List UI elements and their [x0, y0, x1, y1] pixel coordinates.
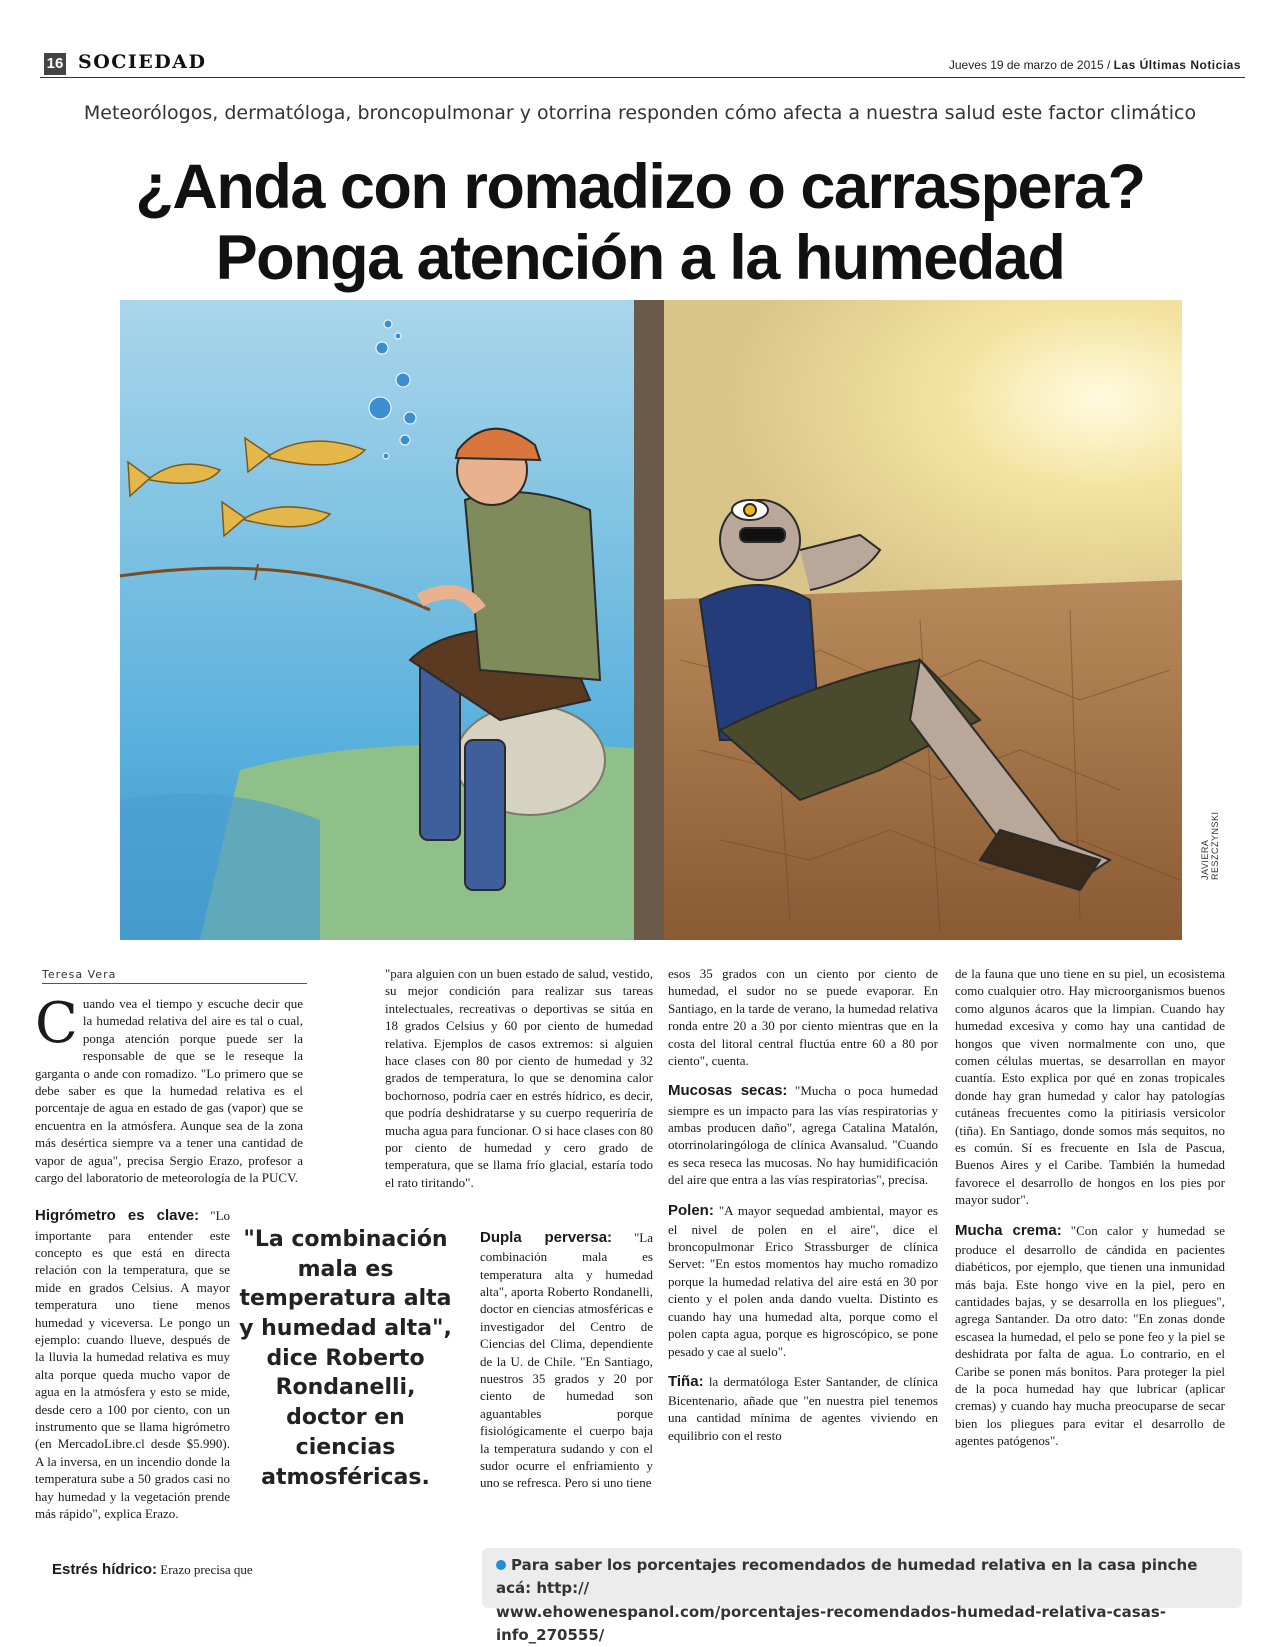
page-header: [40, 50, 1245, 78]
date: Jueves 19 de marzo de 2015 /: [948, 58, 1111, 72]
dupla-text: "La combinación mala es temperatura alta y humedad alta", aporta Roberto Rondanelli, doctor en ciencias atmosféricas e investigador del Centro de Ciencias del Clima, dependiente de la U. de Chile. "En Santiago, nuestros 35 grados y 20 por ciento de humedad son aguantables porque fisiológicamente el cuerpo baja la temperatura sudando y con el sudor ocurre el enfriamiento y uno se refresca. Pero si uno tiene: [480, 1230, 653, 1491]
headline-line-2: Ponga atención a la humedad: [215, 223, 1065, 294]
paragraph-mucosas: [668, 1081, 938, 1188]
paragraph-tina: [668, 1372, 938, 1444]
byline: Teresa Vera: [42, 968, 307, 984]
desert-sky: [640, 300, 1182, 630]
article-column-2: [385, 965, 653, 1203]
article-column-1-end: [52, 1560, 312, 1592]
paragraph-crema: [955, 1221, 1225, 1450]
article-headline: [0, 152, 1280, 294]
crema-text: "Con calor y humedad se produce el desarrollo de cándida en pacientes diabéticos, por ejemplo, que tienen una inmunidad más baja. Este hongo vive en la piel, pero en cantidades bajas, y se desarrolla en los pliegues", agrega Santander. Da otro dato: "En zonas donde escasea la humedad, el pelo se pone feo y la piel se deshidrata por falta de agua. Lo contrario, en el Caribe se ponen más bonitos. Para proteger la piel de la poca humedad hay que lubricar (aplicar cremas) y cuando hay mucha preocuparse de secar bien los pliegues para evitar el desarrollo de agentes patógenos".: [955, 1222, 1225, 1449]
pull-quote: "La combinación mala es temperatura alta y humedad alta", dice Roberto Rondanelli, doctor en ciencias atmosféricas.: [239, 1227, 452, 1490]
mucosas-text: "Mucha o poca humedad siempre es un impacto para las vías respiratorias y ambas producen daño", agrega Catalina Matalón, otorrinolaringóloga de clínica Avansalud. "Cuando es seca reseca las mucosas. No hay humidificación del aire que entra a las vías respiratorias", precisa.: [668, 1083, 938, 1188]
water-bottom: [120, 793, 320, 940]
bullet-icon: [496, 1560, 506, 1570]
illustration-credit: JAVIERA RESZCZYNSKI: [1200, 811, 1220, 880]
subhead-dupla: Dupla perversa:: [480, 1229, 613, 1246]
article-illustration: [120, 300, 1182, 940]
higrometro-text: "Lo importante para entender este concepto es que está en directa relación con la temperatura, que se mide en grados Celsius. A mayor temperatura uno tiene menos humedad y viceversa. Le pongo un ejemplo: cuando llueve, después de la lluvia la humedad relativa es muy alta porque queda mucho vapor de agua en la atmósfera y esto se mide, desde cero a 100 por ciento, con un instrumento que se llama higrómetro (en MercadoLibre.cl desde $5.990). A la inversa, en un incendio donde la temperatura sube a 50 grados casi no hay humedad y la vegetación prende más rápido", explica Erazo.: [35, 1208, 231, 1522]
subhead-tina: Tiña:: [668, 1372, 704, 1390]
paragraph-intro: [35, 991, 303, 1186]
section-title: SOCIEDAD: [78, 51, 207, 73]
article-column-3: [668, 965, 938, 1456]
subhead-crema: Mucha crema:: [955, 1221, 1062, 1239]
estres-text: Erazo precisa que: [157, 1562, 253, 1577]
paragraph-estres: [52, 1560, 312, 1580]
dateline: [949, 58, 1241, 72]
subhead-estres: Estrés hídrico:: [52, 1561, 158, 1578]
article-column-4: [955, 965, 1225, 1462]
subhead-mucosas: Mucosas secas:: [668, 1082, 788, 1100]
subhead-higrometro: Higrómetro es clave:: [35, 1207, 200, 1225]
link-url[interactable]: www.ehowenespanol.com/porcentajes-recomendados-humedad-relativa-casas-info_270555/: [496, 1602, 1166, 1644]
subhead-polen: Polen:: [668, 1201, 714, 1219]
illustration-svg: [120, 300, 1182, 940]
headline-line-1: ¿Anda con romadizo o carraspera?: [135, 152, 1145, 222]
intro-text: uando vea el tiempo y escuche decir que la humedad relativa del aire es tal o cual, ponga atención porque puede ser la responsable de que se le reseque la garganta o ande con romadizo. "Lo primero que se debe saber es que la humedad relativa es el porcentaje de agua en estado de gas (vapor) que se encuentra en la atmósfera. Aunque sea de la zona más desértica siempre va a tener una cantidad de vapor de agua", precisa Sergio Erazo, profesor a cargo del laboratorio de meteorología de la PUCV.: [35, 996, 303, 1186]
paragraph-higrometro: [35, 1206, 230, 1522]
article-column-2-lower: [480, 1228, 653, 1504]
link-box-text: Para saber los porcentajes recomendados de humedad relativa en la casa pinche acá: http://: [496, 1556, 1198, 1598]
newspaper-name: Las Últimas Noticias: [1113, 58, 1241, 72]
drop-cap: C: [35, 991, 78, 1056]
polen-text: "A mayor sequedad ambiental, mayor es el nivel de polen en el aire", dice el broncopulmonar Erico Strassburger de clínica Servet: "En estos momentos hay mucho romadizo porque la humedad relativa del aire está en 30 por ciento y el polen anda dando vuelta. Distinto es cuando hay una humedad alta, porque como el polen capta agua, porque es higroscópico, se pone pesado y cae al suelo".: [668, 1202, 938, 1359]
paragraph-polen: [668, 1201, 938, 1360]
article-subtitle: Meteorólogos, dermatóloga, broncopulmonar y otorrina responden cómo afecta a nuestra salud este factor climático: [83, 102, 1197, 124]
paragraph-dupla: [480, 1228, 653, 1492]
link-box[interactable]: [482, 1548, 1242, 1644]
paragraph-santiago: esos 35 grados con un ciento por ciento de humedad, el sudor no se puede evaporar. En Santiago, en la tarde de verano, la humedad relativa ronda entre 20 a 30 por ciento mientras que en la costa del litoral central fluctúa entre 60 a 80 por ciento", cuenta.: [668, 966, 938, 1069]
dividing-wall: [634, 300, 664, 940]
paragraph-fauna: de la fauna que uno tiene en su piel, un ecosistema como cualquier otro. Hay microorganismos buenos como algunos ácaros que la limpian. Cuando hay humedad excesiva y como hay una cantidad de hongos que viven normalmente con uno, que comen células muertas, se desarrollan en mayor cuantía. Esto explica por qué en zonas tropicales donde hay gran humedad y calor hay patologías cutáneas frecuentes como la pitiriasis versicolor (tiña). En Santiago, donde somos más sequitos, no es común. Sí es frecuente en Isla de Pascua, Buenos Aires y el Caribe. También la humedad favorece el desarrollo de hongos en los pies por mayor sudor".: [955, 966, 1225, 1208]
paragraph-estres-cont: "para alguien con un buen estado de salud, vestido, su mejor condición para realizar sus tareas intelectuales, recreativas o deportivas se sitúa en 18 grados Celsius y 60 por ciento de humedad relativa. Ejemplos de casos extremos: si alguien hace clases con 80 por ciento de humedad y 32 grados de temperatura, lo que se denomina calor bochornoso, podría caer en estrés hídrico, es decir, que podría deshidratarse y su cuerpo requeriría de mucha agua para funcionar. O si hace clases con 80 por ciento de humedad y cero grado de temperatura, que se llama frío glacial, estaría todo el rato tiritando".: [385, 966, 653, 1190]
tina-text: la dermatóloga Ester Santander, de clínica Bicentenario, añade que "en nuestra piel tenemos una cantidad mínima de agentes viviendo en equilibrio con el resto: [668, 1373, 938, 1443]
page-number: 16: [44, 53, 66, 75]
